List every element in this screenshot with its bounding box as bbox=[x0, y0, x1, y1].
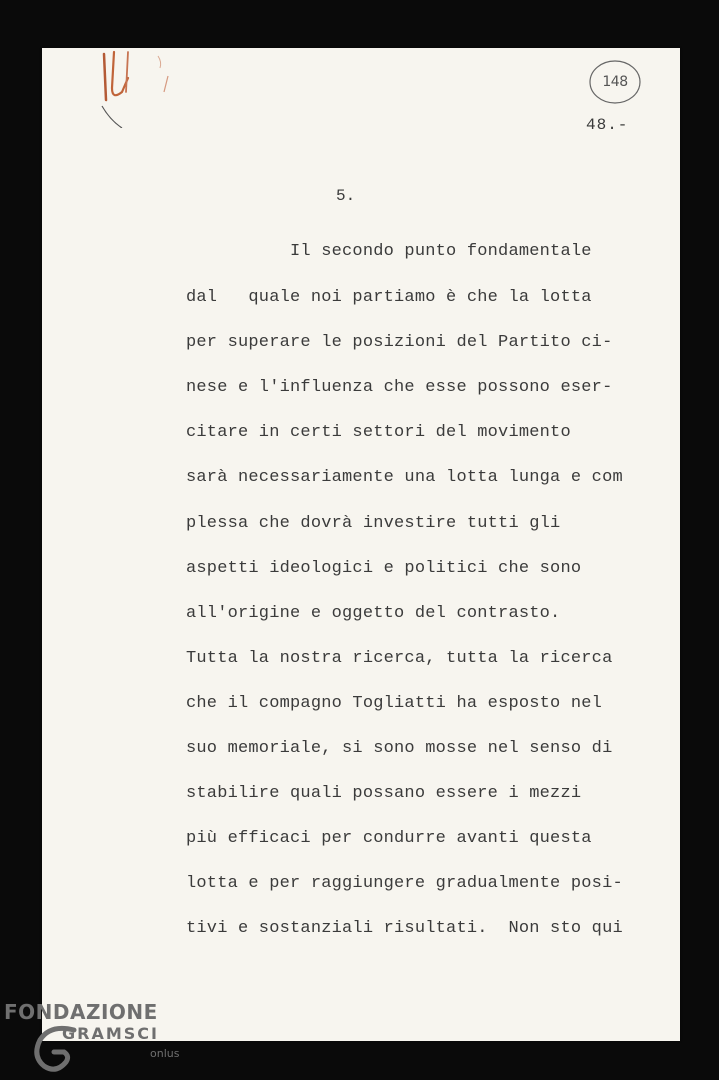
text-line: più efficaci per condurre avanti questa bbox=[186, 829, 592, 848]
text-line: aspetti ideologici e politici che sono bbox=[186, 559, 582, 578]
text-line: nese e l'influenza che esse possono eser- bbox=[186, 378, 613, 397]
circled-archive-number bbox=[587, 58, 643, 106]
watermark-line2: GRAMSCI bbox=[62, 1024, 159, 1043]
text-line: stabilire quali possano essere i mezzi bbox=[186, 784, 582, 803]
text-line: Il secondo punto fondamentale bbox=[186, 242, 592, 261]
archive-stamp-mark bbox=[98, 48, 178, 128]
section-number: 5. bbox=[336, 187, 356, 205]
text-line: suo memoriale, si sono mosse nel senso di bbox=[186, 739, 613, 758]
text-line: all'origine e oggetto del contrasto. bbox=[186, 604, 561, 623]
page-number: 48.- bbox=[586, 116, 629, 134]
text-line: tivi e sostanziali risultati. Non sto qui bbox=[186, 919, 623, 938]
text-line: Tutta la nostra ricerca, tutta la ricerca bbox=[186, 649, 613, 668]
text-line: lotta e per raggiungere gradualmente posi- bbox=[186, 874, 623, 893]
fondazione-gramsci-watermark bbox=[4, 1000, 184, 1075]
watermark-line1: FONDAZIONE bbox=[4, 1000, 158, 1024]
text-line: dal quale noi partiamo è che la lotta bbox=[186, 288, 592, 307]
text-line: plessa che dovrà investire tutti gli bbox=[186, 514, 561, 533]
watermark-line3: onlus bbox=[150, 1047, 180, 1060]
text-line: sarà necessariamente una lotta lunga e com bbox=[186, 468, 623, 487]
text-line: per superare le posizioni del Partito ci- bbox=[186, 333, 613, 352]
text-line: citare in certi settori del movimento bbox=[186, 423, 571, 442]
circled-number-text: 148 bbox=[602, 74, 628, 90]
document-page bbox=[42, 48, 680, 1041]
text-line: che il compagno Togliatti ha esposto nel bbox=[186, 694, 603, 713]
